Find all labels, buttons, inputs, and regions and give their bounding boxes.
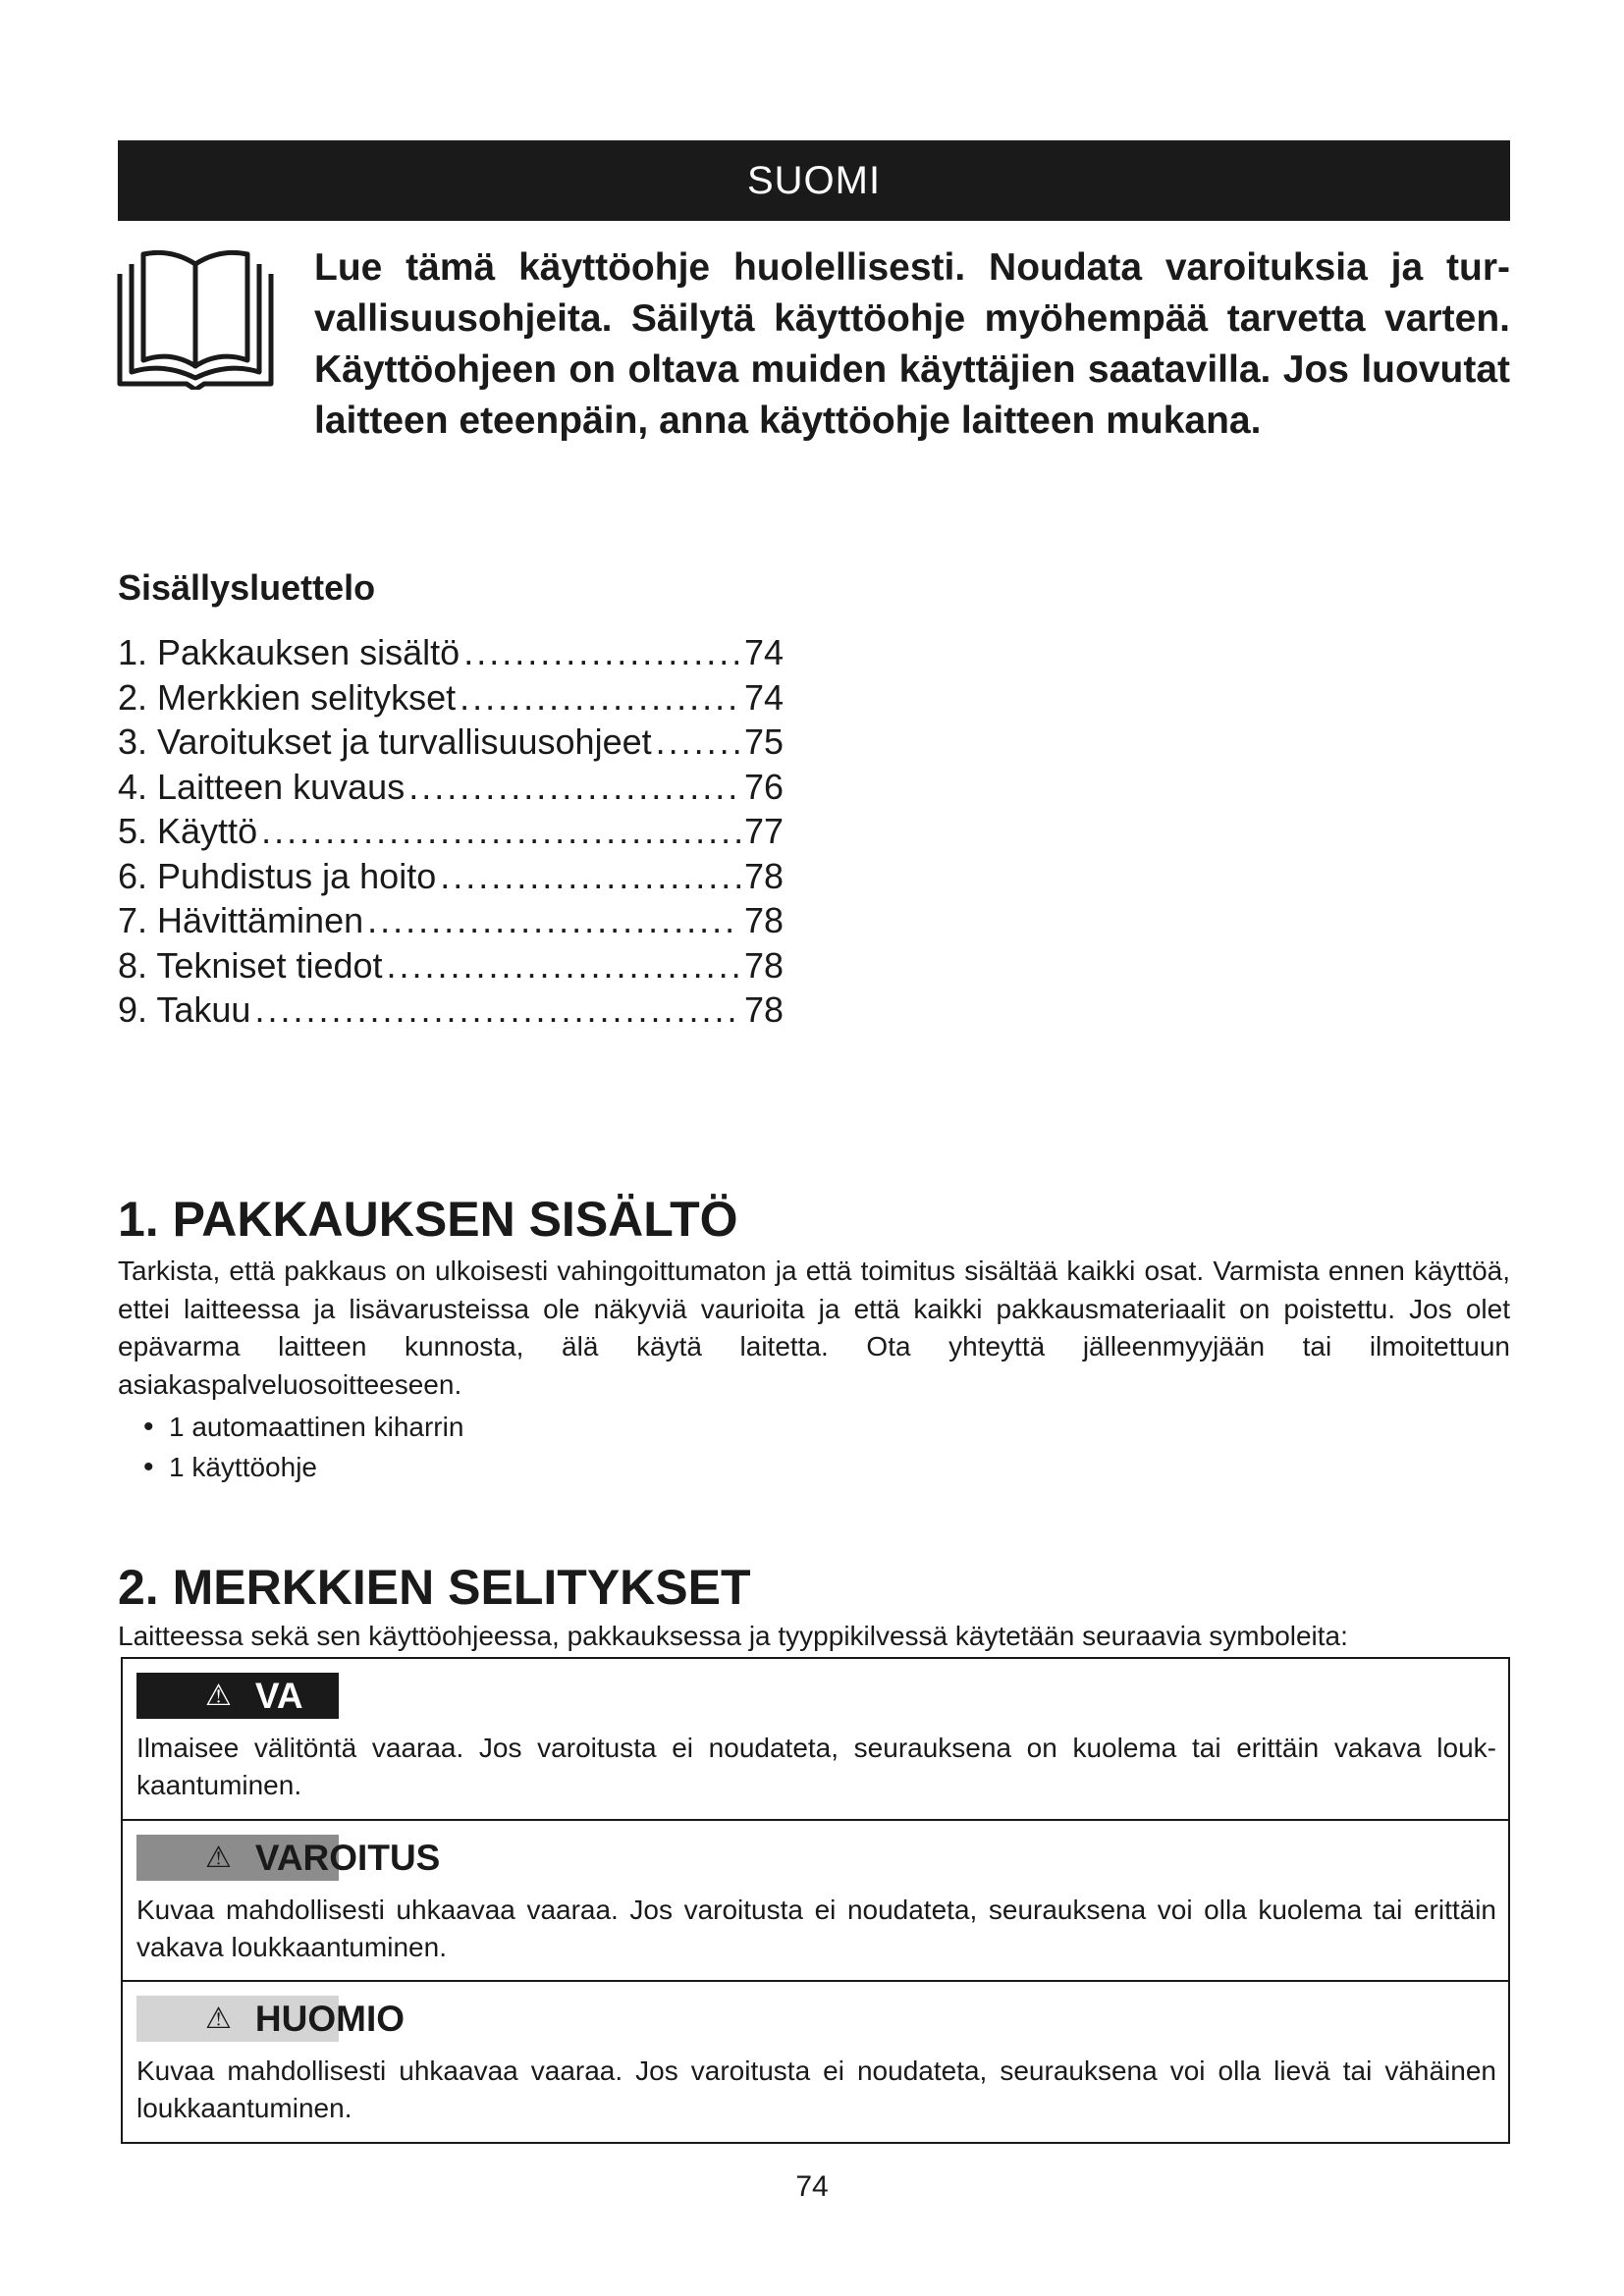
toc-leader (460, 675, 740, 721)
signal-word: HUOMIO (254, 1999, 406, 2039)
toc-item-label: 9. Takuu (118, 989, 251, 1030)
list-item-text: 1 käyttöohje (169, 1452, 317, 1482)
warning-triangle-icon: ⚠ (205, 2002, 232, 2035)
toc-item[interactable] (118, 988, 784, 1033)
signal-description: Ilmaisee välitöntä vaaraa. Jos varoitusta ei noudateta, seurauksena on kuolema tai erittäin vakava loukkaantuminen. (136, 1733, 1496, 1800)
open-book-icon (116, 250, 275, 390)
toc-item[interactable] (118, 898, 784, 943)
warning-triangle-icon: ⚠ (205, 1680, 232, 1712)
list-item (143, 1447, 463, 1487)
signal-word-table (121, 1657, 1510, 2144)
list-item (143, 1407, 463, 1447)
toc-item-page: 74 (743, 632, 784, 672)
intro-text: Lue tämä käyttöohje huolellisesti. Noudata varoituksia ja turvallisuusohjeita. Säilytä käyttöohje myöhempää tarvetta varten. Käyttöohjeen on oltava muiden käyttäjien saatavilla. Jos luovutat laitteen eteenpäin, anna käyttöohje laitteen mukana. (314, 246, 1510, 442)
toc-leader (463, 630, 740, 675)
signal-row-warning (123, 1819, 1508, 1980)
toc-item[interactable] (118, 809, 784, 854)
section-1-text: Tarkista, että pakkaus on ulkoisesti vahingoittumaton ja että toimitus sisältää kaikki osat. Varmista ennen käyttöä, ettei laitteessa ja lisävarusteissa ole näkyviä vaurioita ja että kaikki pakkausmateriaalit on poistettu. Jos olet epävarma laitteen kunnosta, älä käytä laitetta. Ota yhteyttä jälleenmyyjään tai ilmoitettuun asiakaspalveluosoitteeseen. (118, 1255, 1510, 1400)
toc-leader (440, 854, 740, 899)
toc-item-page: 74 (743, 676, 784, 718)
section-1-title: 1. PAKKAUKSEN SISÄLTÖ (118, 1192, 738, 1247)
signal-row-danger (123, 1659, 1508, 1819)
section-2-title: 2. MERKKIEN SELITYKSET (118, 1560, 751, 1615)
toc-item[interactable] (118, 943, 784, 988)
toc-item[interactable] (118, 854, 784, 899)
toc-item-label: 6. Puhdistus ja hoito (118, 855, 437, 896)
signal-word: VA (254, 1676, 303, 1716)
toc-item-label: 3. Varoitukset ja turvallisuusohjeet (118, 721, 652, 762)
toc-leader (387, 943, 740, 988)
toc-item[interactable] (118, 720, 784, 765)
toc-item[interactable] (118, 675, 784, 721)
toc-item[interactable] (118, 765, 784, 810)
toc-leader (656, 720, 740, 765)
toc-item-label: 4. Laitteen kuvaus (118, 766, 406, 807)
toc-leader (408, 765, 740, 810)
toc-leader (254, 988, 740, 1033)
signal-description: Kuvaa mahdollisesti uhkaavaa vaaraa. Jos varoitusta ei noudateta, seurauksena voi olla lievä tai vähäinen loukkaantuminen. (136, 2056, 1496, 2123)
toc-leader (367, 898, 740, 943)
signal-row-caution (123, 1980, 1508, 2142)
toc-item-page: 78 (743, 900, 784, 940)
toc-item-label: 8. Tekniset tiedot (118, 944, 383, 986)
signal-word: VAROITUS (254, 1838, 441, 1878)
toc-item-page: 76 (743, 766, 784, 807)
list-item-text: 1 automaattinen kiharrin (169, 1412, 464, 1442)
toc-item-label: 2. Merkkien selitykset (118, 676, 457, 718)
package-contents-list (143, 1407, 463, 1487)
toc-item-page: 77 (743, 811, 784, 851)
language-header (118, 140, 1510, 221)
language-title: SUOMI (746, 159, 882, 202)
page-number: 74 (795, 2170, 829, 2203)
toc-item-label: 5. Käyttö (118, 811, 258, 851)
signal-description: Kuvaa mahdollisesti uhkaavaa vaaraa. Jos varoitusta ei noudateta, seurauksena voi olla kuolema tai erittäin vakava loukkaantuminen. (136, 1895, 1496, 1962)
toc-item[interactable] (118, 630, 784, 675)
toc-item-page: 75 (743, 721, 784, 762)
table-of-contents (118, 630, 784, 1033)
signal-label-warning (136, 1835, 490, 1881)
toc-item-page: 78 (743, 944, 784, 986)
toc-title: Sisällysluettelo (118, 567, 376, 608)
toc-item-label: 1. Pakkauksen sisältö (118, 632, 460, 672)
signal-label-danger (136, 1673, 339, 1719)
warning-triangle-icon: ⚠ (205, 1842, 232, 1874)
section-2-text: Laitteessa sekä sen käyttöohjeessa, pakkauksessa ja tyyppikilvessä käytetään seuraavia symboleita: (118, 1621, 1348, 1651)
signal-label-caution (136, 1996, 490, 2042)
toc-item-page: 78 (743, 989, 784, 1030)
toc-leader (261, 809, 740, 854)
toc-item-label: 7. Hävittäminen (118, 900, 364, 940)
toc-item-page: 78 (743, 855, 784, 896)
